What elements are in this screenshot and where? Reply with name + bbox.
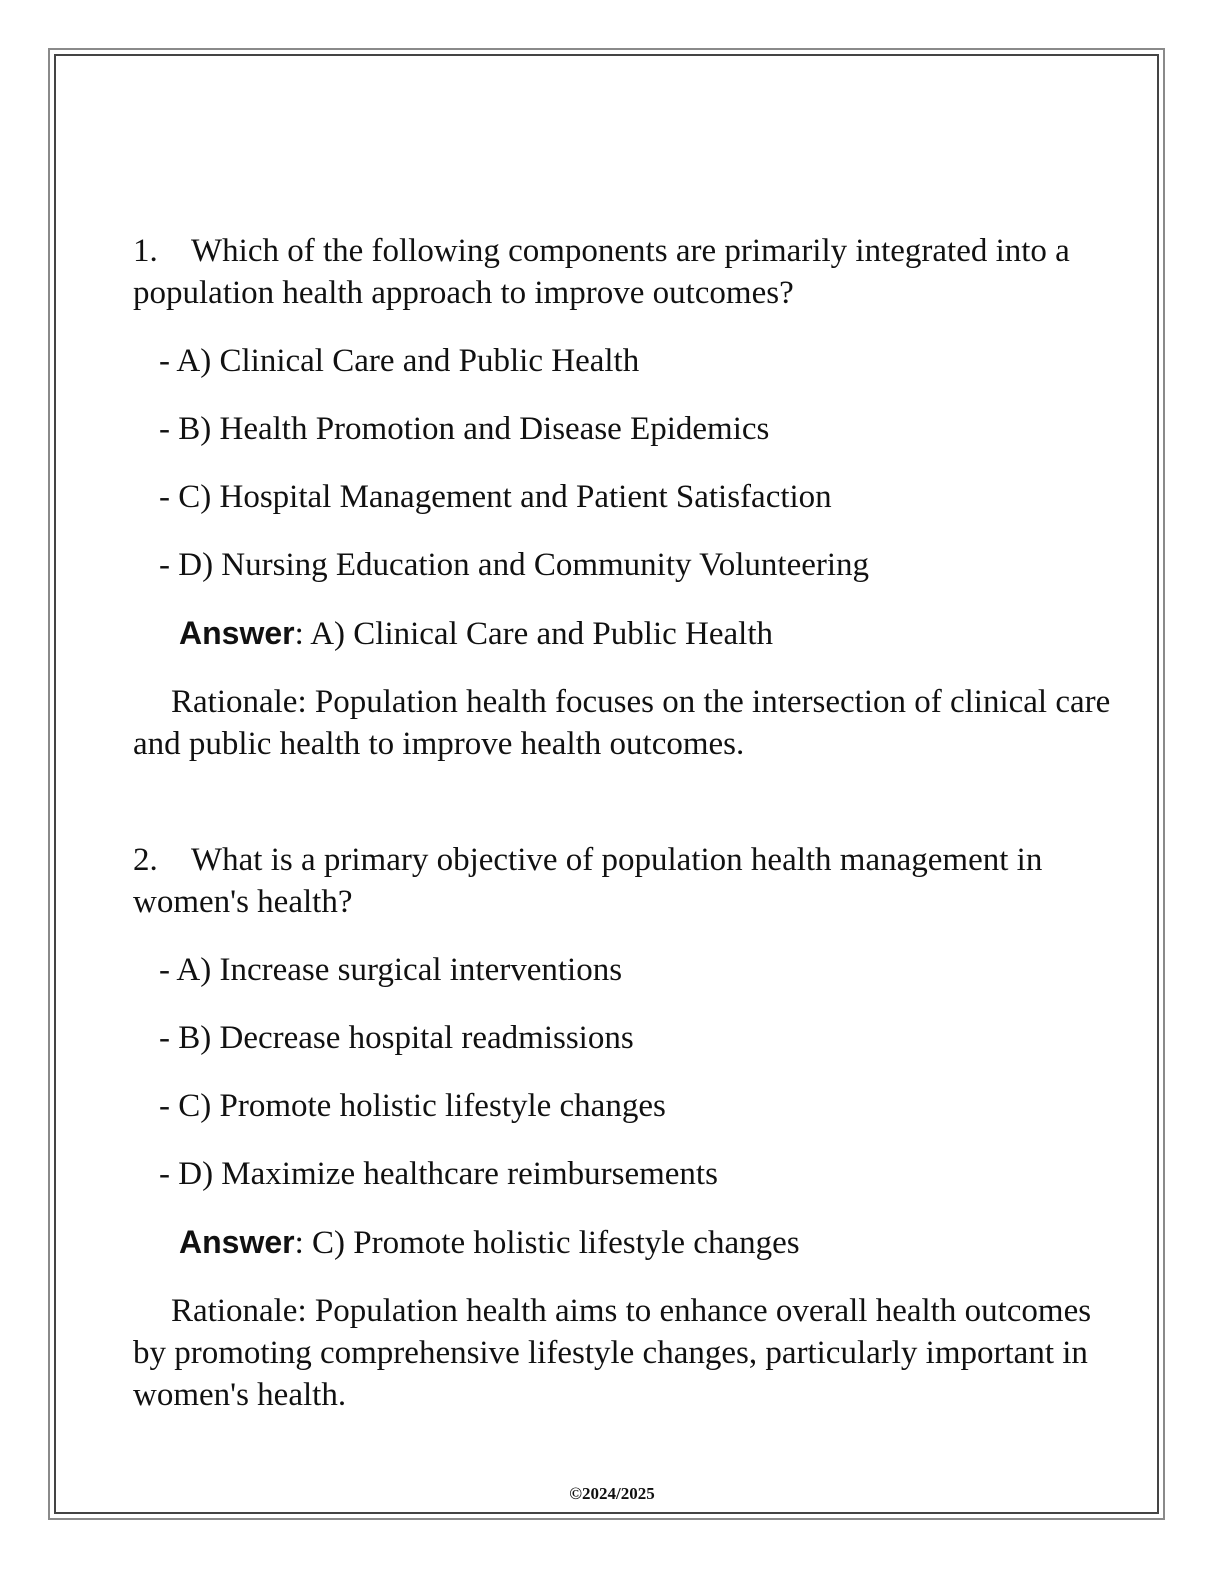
option-b: - B) Health Promotion and Disease Epidemics [159,411,770,447]
question-block-2 [133,839,1113,1416]
answer-line [179,612,1113,655]
option-c: - C) Hospital Management and Patient Satisfaction [159,479,832,515]
question-text: 1. Which of the following components are primarily integrated into a population health approach to improve outcomes? [133,230,1113,314]
option-a: - A) Increase surgical interventions [159,952,623,988]
option-c: - C) Promote holistic lifestyle changes [159,1088,666,1124]
question-number: 1. [133,233,158,269]
answer-text: : C) Promote holistic lifestyle changes [294,1225,800,1261]
block-spacer [133,765,1113,839]
option-d: - D) Maximize healthcare reimbursements [159,1156,718,1192]
answer-label: Answer [179,615,295,651]
rationale-text: Rationale: Population health focuses on the intersection of clinical care and public health to improve health outcomes. [133,684,1111,762]
answer-label: Answer [179,1224,295,1260]
rationale-text: Rationale: Population health aims to enhance overall health outcomes by promoting comprehensive lifestyle changes, particularly important in women's health. [133,1293,1092,1413]
question-number: 2. [133,842,158,878]
copyright-footer: ©2024/2025 [569,1484,655,1503]
option-b: - B) Decrease hospital readmissions [159,1020,634,1056]
answer-line [179,1221,1113,1264]
option-d: - D) Nursing Education and Community Volunteering [159,547,870,583]
question-text: 2. What is a primary objective of population health management in women's health? [133,839,1113,923]
document-body [133,230,1113,1416]
question-block-1 [133,230,1113,765]
answer-text: : A) Clinical Care and Public Health [294,616,773,652]
option-a: - A) Clinical Care and Public Health [159,343,640,379]
